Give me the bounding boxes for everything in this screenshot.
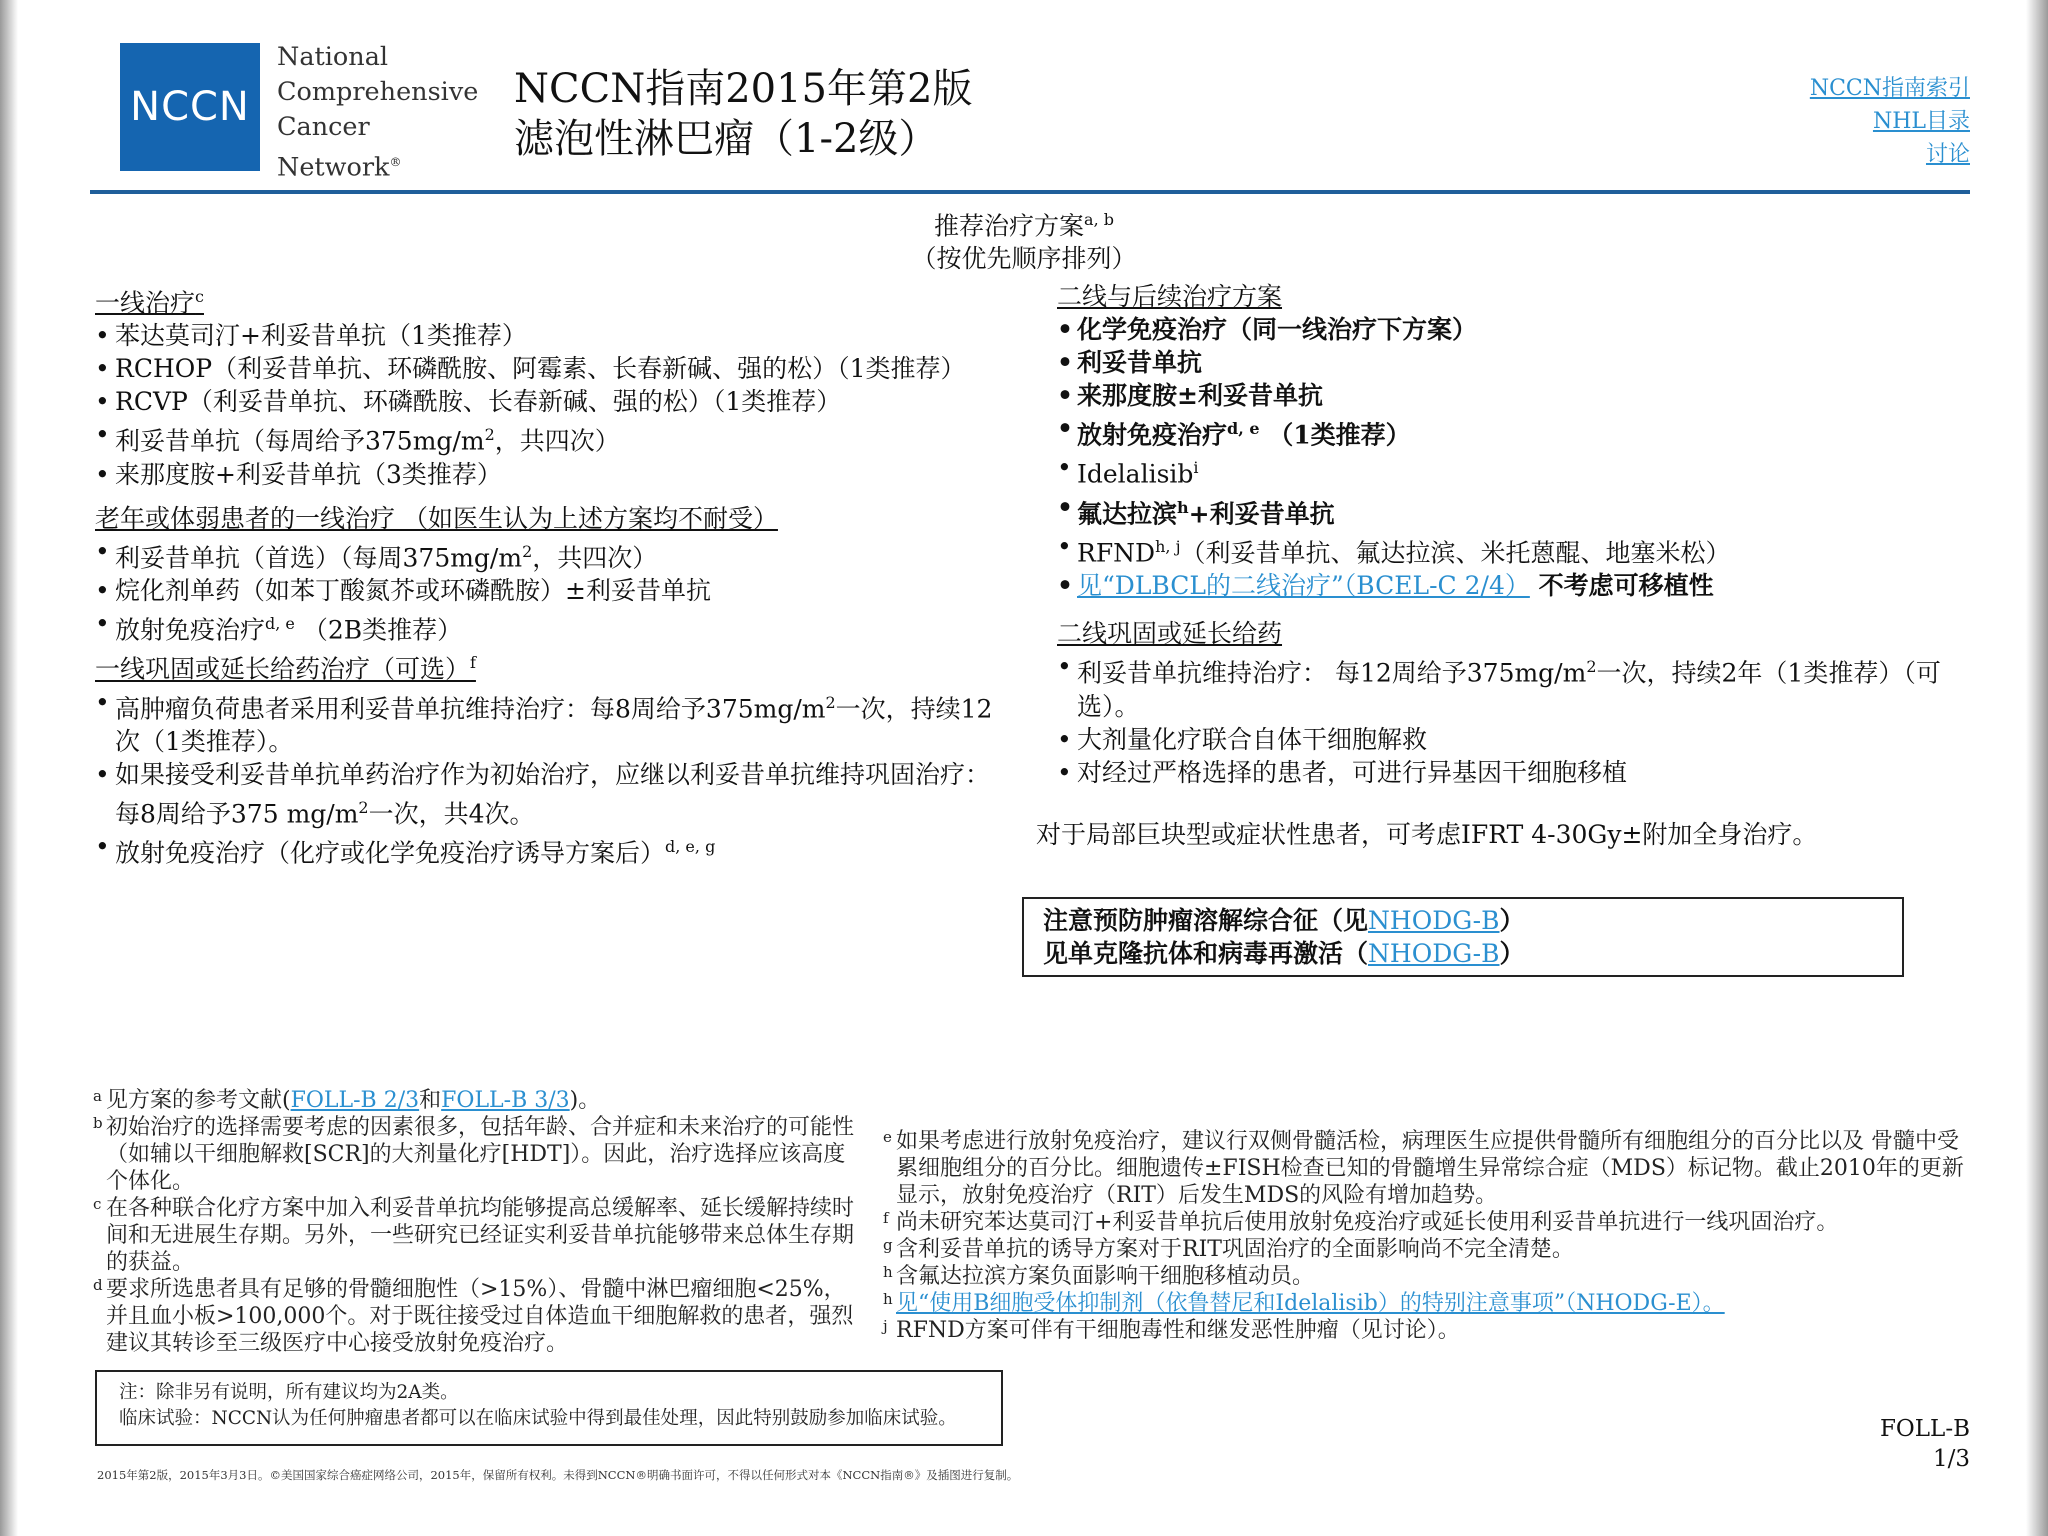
nav-link-discussion[interactable]: 讨论 — [1925, 142, 1970, 167]
list-item: • 见“DLBCL的二线治疗”（BCEL-C 2/4） 不考虑可移植性 — [1057, 569, 1987, 602]
first-line-consolidation-heading: 一线巩固或延长给药治疗（可选）$^f$ — [95, 653, 476, 684]
dlbcl-second-line-link[interactable]: 见“DLBCL的二线治疗”（BCEL-C 2/4） — [1077, 571, 1530, 601]
nhodg-b-link[interactable]: NHODG-B — [1368, 906, 1500, 935]
foll-b-3-3-link[interactable]: FOLL-B 3/3 — [441, 1088, 570, 1113]
nccn-logo-wordmark: National Comprehensive Cancer Network® — [277, 42, 479, 183]
header-nav — [1810, 72, 1970, 171]
list-item: • 来那度胺±利妥昔单抗 — [1057, 379, 1987, 412]
title-line-2: 滤泡性淋巴瘤（1-2级） — [514, 116, 939, 162]
header-divider — [90, 190, 1970, 194]
footnote-h: h 含氟达拉滨方案负面影响干细胞移植动员。 — [883, 1263, 1315, 1289]
ifrt-statement: 对于局部巨块型或症状性患者，可考虑IFRT 4-30Gy±附加全身治疗。 — [1036, 820, 1818, 849]
second-line-heading: 二线与后续治疗方案 — [1057, 282, 1283, 311]
footnote-a: a 见方案的参考文献(FOLL-B 2/3和FOLL-B 3/3)。 — [93, 1087, 601, 1113]
footnote-b: b 初始治疗的选择需要考虑的因素很多，包括年龄、合并症和未来治疗的可能性（如辅以干细胞解救[SCR]的大剂量化疗[HDT]）。因此，治疗选择应该高度个体化。 — [93, 1114, 855, 1194]
footnote-f: f 尚未研究苯达莫司汀+利妥昔单抗后使用放射免疫治疗或延长使用利妥昔单抗进行一线巩固治疗。 — [883, 1209, 1839, 1235]
footnote-i: h 见“使用B细胞受体抑制剂（依鲁替尼和Idelalisib）的特别注意事项”（NHODG-E）。 — [883, 1290, 1725, 1316]
list-item: • 利妥昔单抗（首选）（每周$375mg/m^2$，共四次） — [95, 535, 1035, 574]
caution-box: 注意预防肿瘤溶解综合征（见NHODG-B） 见单克隆抗体和病毒再激活（NHODG-B） — [1022, 897, 1904, 977]
list-item: • 如果接受利妥昔单抗单药治疗作为初始治疗，应继以利妥昔单抗维持巩固治疗：每8周给予375 $mg/m^2$一次，共4次。 — [95, 758, 995, 830]
list-item: • 放射免疫治疗（化疗或化学免疫治疗诱导方案后）$^{d, e, g}$ — [95, 830, 1035, 869]
list-item: • 烷化剂单药（如苯丁酸氮芥或环磷酰胺）±利妥昔单抗 — [95, 574, 1035, 607]
first-line-heading: 一线治疗$^c$ — [95, 287, 204, 318]
nav-link-guideline-index[interactable]: NCCN指南索引 — [1809, 76, 1970, 101]
left-column — [95, 280, 1035, 870]
recommendation-title: 推荐治疗方案$^{a, b}$ （按优先顺序排列） — [911, 210, 1137, 274]
footnote-e: e 如果考虑进行放射免疫治疗，建议行双侧骨髓活检，病理医生应提供骨髓所有细胞组分的百分比以及 骨髓中受累细胞组分的百分比。细胞遗传±FISH检查已知的骨髓增生异常综合症（MDS）标记物。截止2010年的更新显示，放射免疫治疗（RIT）后发生MDS的风险有增加趋势。 — [883, 1128, 1964, 1208]
note-line-1: 注：除非另有说明，所有建议均为2A类。 — [119, 1382, 459, 1403]
nhodg-b-link[interactable]: NHODG-B — [1368, 939, 1500, 968]
list-item: • 利妥昔单抗 — [1057, 346, 1987, 379]
nhodg-e-link[interactable]: 见“使用B细胞受体抑制剂（依鲁替尼和Idelalisib）的特别注意事项”（NHODG-E）。 — [896, 1291, 1725, 1316]
list-item: • 氟达拉滨$^h$+利妥昔单抗 — [1057, 491, 1987, 530]
title-line-1: NCCN指南2015年第2版 — [514, 66, 973, 112]
footnotes-left — [93, 1087, 863, 1357]
list-item: • 对经过严格选择的患者，可进行异基因干细胞移植 — [1057, 756, 1987, 789]
elderly-heading: 老年或体弱患者的一线治疗 （如医生认为上述方案均不耐受） — [95, 503, 778, 533]
footnote-d: d 要求所选患者具有足够的骨髓细胞性（>15%）、骨髓中淋巴瘤细胞<25%，并且血小板>100,000个。对于既往接受过自体造血干细胞解救的患者，强烈建议其转诊至三级医疗中心接受放射免疫治疗。 — [93, 1276, 854, 1356]
note-line-2: 临床试验：NCCN认为任何肿瘤患者都可以在临床试验中得到最佳处理，因此特别鼓励参加临床试验。 — [119, 1408, 957, 1429]
list-item: • 利妥昔单抗维持治疗： 每12周给予$375mg/m^2$一次，持续2年（1类推荐）（可选）。 — [1057, 650, 1957, 722]
list-item: • 来那度胺+利妥昔单抗（3类推荐） — [95, 458, 1035, 491]
list-item: • 化学免疫治疗（同一线治疗下方案） — [1057, 313, 1987, 346]
list-item: • RCHOP（利妥昔单抗、环磷酰胺、阿霉素、长春新碱、强的松）（1类推荐） — [95, 352, 1035, 385]
footnote-c: c 在各种联合化疗方案中加入利妥昔单抗均能够提高总缓解率、延长缓解持续时间和无进展生存期。另外，一些研究已经证实利妥昔单抗能够带来总体生存期的获益。 — [93, 1195, 855, 1275]
page-title — [514, 64, 972, 164]
list-item: • Idelalisib$^i$ — [1057, 451, 1987, 490]
list-item: • 利妥昔单抗（每周给予$375mg/m^2$，共四次） — [95, 418, 1035, 457]
copyright-notice: 2015年第2版，2015年3月3日。©美国国家综合癌症网络公司，2015年，保留所有权利。未得到NCCN®明确书面许可，不得以任何形式对本《NCCN指南®》及插图进行复制。 — [97, 1468, 1019, 1482]
page-code: FOLL-B 1/3 — [1879, 1416, 1970, 1472]
footnote-j: j RFND方案可伴有干细胞毒性和继发恶性肿瘤（见讨论）。 — [883, 1317, 1460, 1343]
list-item: • 苯达莫司汀+利妥昔单抗（1类推荐） — [95, 319, 1035, 352]
note-box — [95, 1370, 1003, 1446]
footnotes-right — [883, 1128, 1973, 1344]
footnote-g: g 含利妥昔单抗的诱导方案对于RIT巩固治疗的全面影响尚不完全清楚。 — [883, 1236, 1574, 1262]
right-column — [1057, 280, 1987, 789]
nav-link-nhl-toc[interactable]: NHL目录 — [1872, 109, 1970, 134]
list-item: • RCVP（利妥昔单抗、环磷酰胺、长春新碱、强的松）（1类推荐） — [95, 385, 1035, 418]
nccn-logo: NCCN — [120, 43, 260, 171]
foll-b-2-3-link[interactable]: FOLL-B 2/3 — [290, 1088, 420, 1113]
list-item: • 高肿瘤负荷患者采用利妥昔单抗维持治疗：每8周给予$375mg/m^2$一次，持续12次（1类推荐）。 — [95, 686, 995, 758]
list-item: • 放射免疫治疗$^{d, e}$ （1类推荐） — [1057, 412, 1987, 451]
second-consolidation-heading: 二线巩固或延长给药 — [1057, 619, 1283, 649]
list-item: • 大剂量化疗联合自体干细胞解救 — [1057, 723, 1987, 756]
list-item: • 放射免疫治疗$^{d, e}$ （2B类推荐） — [95, 607, 1035, 646]
list-item: • RFND$^{h, j}$（利妥昔单抗、氟达拉滨、米托蒽醌、地塞米松） — [1057, 530, 1987, 569]
